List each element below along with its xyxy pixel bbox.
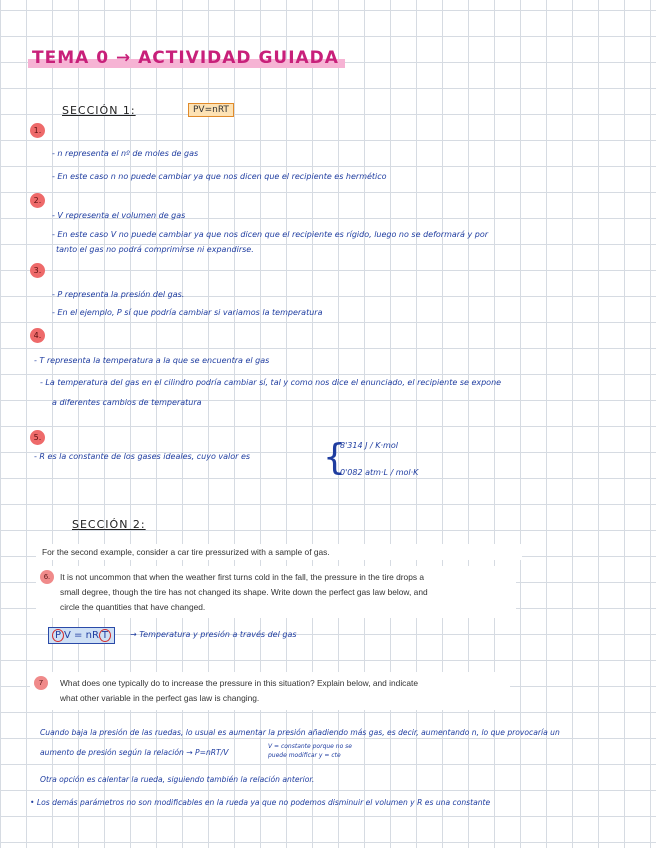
item-4-number: 4. <box>30 328 45 343</box>
value-brace: { <box>323 437 346 478</box>
perfect-gas-law-box <box>48 627 115 644</box>
question-6-line-2: small degree, though the tire has not changed its shape. Write down the perfect gas law below, and <box>60 587 428 597</box>
item-4-line-3: a diferentes cambios de temperatura <box>52 398 202 407</box>
item-1-number: 1. <box>30 123 45 138</box>
answer-7-line-4: • Los demás parámetros no son modificables en la rueda ya que no podemos disminuir el volumen y R es una constante <box>30 798 491 807</box>
r-value-1: 8'314 J / K·mol <box>340 441 398 450</box>
r-value-2: 0'082 atm·L / mol·K <box>340 468 419 477</box>
item-5-line-1: - R es la constante de los gases ideales, cuyo valor es <box>34 452 251 461</box>
question-7-line-1: What does one typically do to increase the pressure in this situation? Explain below, and indicate <box>60 678 419 688</box>
question-7-number: 7 <box>34 676 48 690</box>
item-2-line-1: - V representa el volumen de gas <box>52 211 186 220</box>
item-5-number: 5. <box>30 430 45 445</box>
answer-7-line-1: Cuando baja la presión de las ruedas, lo usual es aumentar la presión añadiendo más gas, es decir, aumentando n, lo que provocaría un <box>40 728 560 737</box>
answer-7-line-2: aumento de presión según la relación → P=nRT/V <box>40 748 229 757</box>
question-7-line-2: what other variable in the perfect gas law is changing. <box>60 693 260 703</box>
question-6-block <box>36 566 516 618</box>
answer-7-note-2: puede modificar y = cte <box>268 752 341 759</box>
question-6-line-3: circle the quantities that have changed. <box>60 602 206 612</box>
item-3-line-2: - En el ejemplo, P sí que podría cambiar si variamos la temperatura <box>52 308 323 317</box>
item-2-line-3: tanto el gas no podrá comprimirse ni expandirse. <box>56 245 254 254</box>
section-1-heading: SECCIÓN 1: <box>62 104 136 117</box>
circled-temperature: T <box>99 629 111 642</box>
answer-7-note-1: V = constante porque no se <box>268 743 352 750</box>
item-4-line-2: - La temperatura del gas en el cilindro podría cambiar sí, tal y como nos dice el enunciado, el recipiente se expone <box>40 378 502 387</box>
intro-text: For the second example, consider a car tire pressurized with a sample of gas. <box>36 544 522 560</box>
answer-7-line-3: Otra opción es calentar la rueda, siguiendo también la relación anterior. <box>40 775 315 784</box>
item-3-number: 3. <box>30 263 45 278</box>
circled-pressure: P <box>52 629 64 642</box>
item-1-line-2: - En este caso n no puede cambiar ya que nos dicen que el recipiente es hermético <box>52 172 387 181</box>
item-3-line-1: - P representa la presión del gas. <box>52 290 185 299</box>
page-title: TEMA 0 → ACTIVIDAD GUIADA <box>28 48 345 68</box>
law-middle: V = nR <box>64 630 99 641</box>
answer-6-note: → Temperatura y presión a través del gas <box>130 630 297 639</box>
item-2-line-2: - En este caso V no puede cambiar ya que nos dicen que el recipiente es rígido, luego no se deformará y por <box>52 230 489 239</box>
question-6-number: 6. <box>40 570 54 584</box>
item-4-line-1: - T representa la temperatura a la que se encuentra el gas <box>34 356 270 365</box>
formula-box: PV=nRT <box>188 103 234 117</box>
item-2-number: 2. <box>30 193 45 208</box>
section-2-heading: SECCIÓN 2: <box>72 518 146 531</box>
question-6-line-1: It is not uncommon that when the weather first turns cold in the fall, the pressure in the tire drops a <box>60 572 425 582</box>
question-7-block <box>30 672 510 710</box>
item-1-line-1: - n representa el nº de moles de gas <box>52 149 199 158</box>
